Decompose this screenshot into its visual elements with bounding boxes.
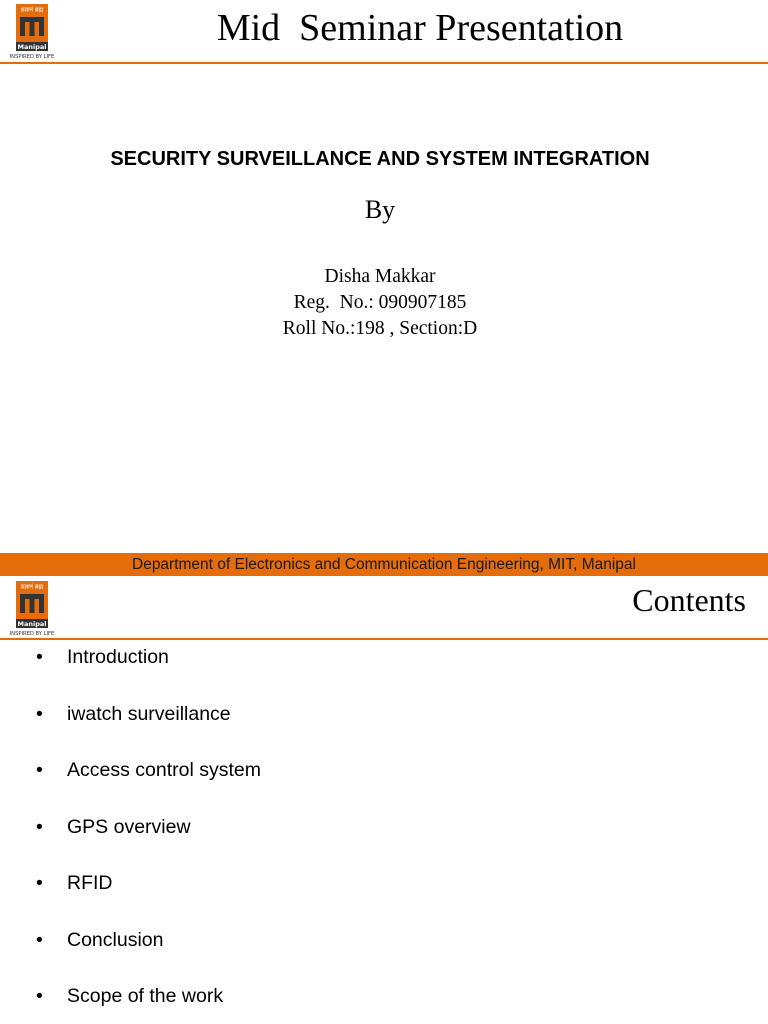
list-item-label: GPS overview [67,815,191,838]
bullet-icon: • [36,646,43,668]
author-name: Disha Makkar [324,266,436,287]
bullet-icon: • [36,702,43,725]
bullet-icon: • [36,759,43,781]
contents-list [36,646,261,1024]
registration-number: Reg. No.: 090907185 [293,292,467,313]
list-item-label: RFID [67,872,113,894]
author-block [0,264,760,342]
list-item [36,872,261,929]
list-item [36,816,261,873]
header-divider [0,638,768,640]
header-divider [0,62,768,64]
svg-text:प्रज्ञानं ब्रह्म: प्रज्ञानं ब्रह्म [20,6,44,14]
list-item [36,985,261,1024]
svg-text:INSPIRED BY LIFE: INSPIRED BY LIFE [9,54,55,59]
list-item-label: Access control system [67,759,261,781]
list-item [36,929,261,986]
slide-title: Contents [632,582,746,618]
svg-text:INSPIRED BY LIFE: INSPIRED BY LIFE [9,631,55,636]
bullet-icon: • [36,872,43,894]
footer-bar [0,553,768,576]
presentation-topic: SECURITY SURVEILLANCE AND SYSTEM INTEGRATION [110,148,650,170]
list-item-label: Conclusion [67,928,164,951]
department-footer: Department of Electronics and Communication Engineering, MIT, Manipal [132,556,636,573]
bullet-icon: • [36,815,43,838]
svg-text:Manipal: Manipal [17,620,47,628]
manipal-logo-icon [2,3,62,59]
contents-slide [0,576,768,1024]
bullet-icon: • [36,985,43,1007]
bullet-icon: • [36,928,43,951]
list-item-label: Introduction [67,646,169,668]
list-item-label: Scope of the work [67,985,224,1007]
list-item-label: iwatch surveillance [67,702,231,725]
list-item [36,759,261,816]
slide-title: Mid Seminar Presentation [216,7,624,49]
by-label: By [364,195,396,224]
manipal-logo-icon [2,580,62,636]
list-item [36,703,261,760]
svg-text:प्रज्ञानं ब्रह्म: प्रज्ञानं ब्रह्म [20,583,44,591]
list-item [36,646,261,703]
roll-section: Roll No.:198 , Section:D [282,318,478,339]
svg-text:Manipal: Manipal [17,43,47,51]
